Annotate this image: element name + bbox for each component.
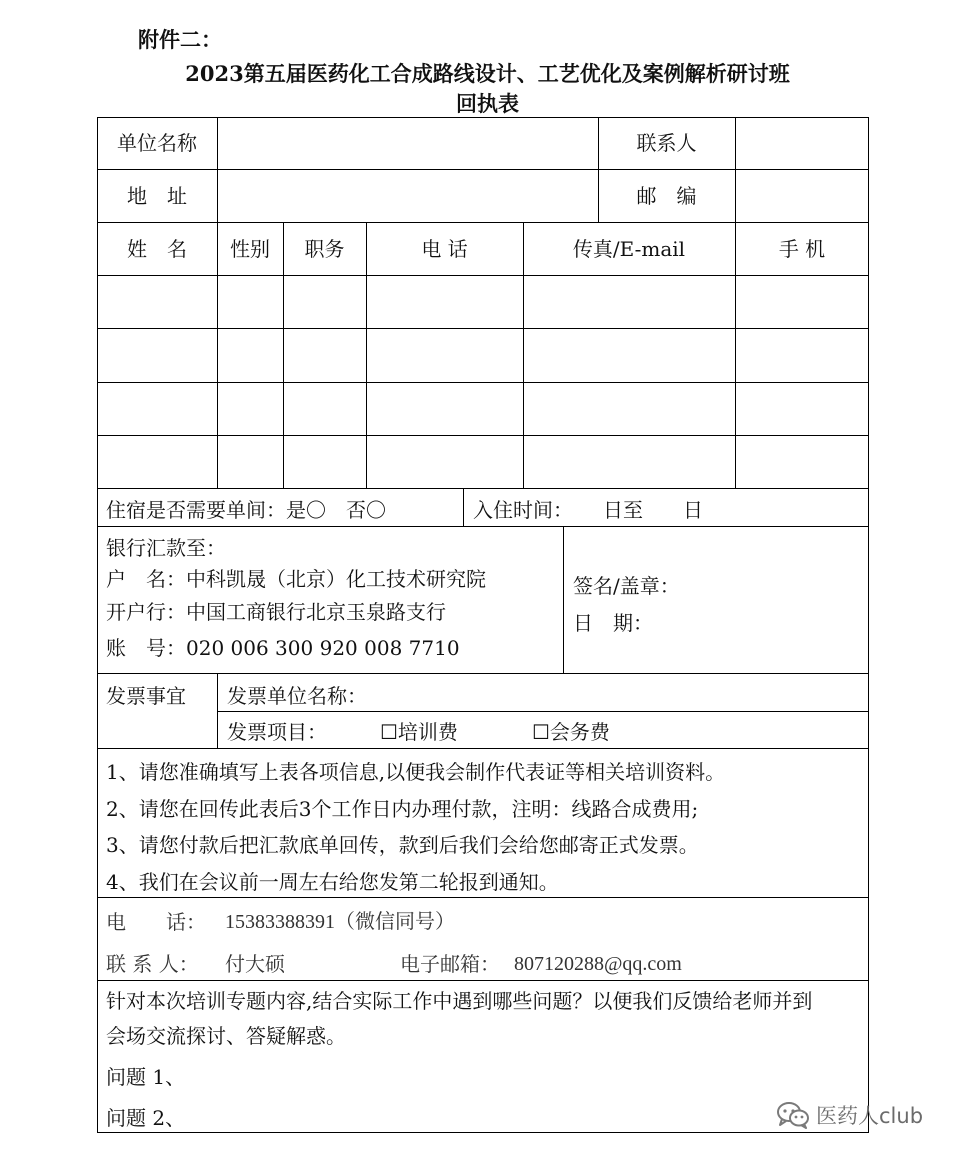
questions-prompt: 针对本次培训专题内容,结合实际工作中遇到哪些问题？以便我们反馈给老师并到 <box>106 989 813 1013</box>
grid-line <box>97 897 869 898</box>
grid-line <box>97 169 869 170</box>
grid-line <box>283 222 284 488</box>
form-title: 2023第五届医药化工合成路线设计、工艺优化及案例解析研讨班 <box>185 61 790 86</box>
grid-line <box>97 435 869 436</box>
account-name: 户 名：中科凯晟（北京）化工技术研究院 <box>106 567 486 591</box>
contact-person-label: 联 系 人： <box>106 952 199 976</box>
grid-line <box>217 117 218 488</box>
contact-person-value: 付大硕 <box>225 952 285 976</box>
grid-line <box>563 526 564 673</box>
column-header-name: 姓 名 <box>127 237 187 261</box>
email-label: 电子邮箱： <box>400 952 500 976</box>
watermark <box>776 1100 923 1130</box>
invoice-company-label: 发票单位名称： <box>227 684 367 708</box>
invoice-option-conference[interactable]: ☐会务费 <box>532 720 610 744</box>
grid-line <box>523 222 524 488</box>
org-name-label: 单位名称 <box>117 131 197 155</box>
question-1-label: 问题 1、 <box>106 1065 186 1089</box>
phone-label: 电 话： <box>106 910 206 934</box>
grid-line <box>97 382 869 383</box>
note-item: 1、请您准确填写上表各项信息,以便我会制作代表证等相关培训资料。 <box>106 760 726 784</box>
column-header-fax-email: 传真/E-mail <box>572 237 686 261</box>
signature-label: 签名/盖章： <box>573 574 680 598</box>
column-header-gender: 性别 <box>230 237 270 261</box>
note-item: 3、请您付款后把汇款底单回传，款到后我们会给您邮寄正式发票。 <box>106 833 699 857</box>
questions-prompt-cont: 会场交流探讨、答疑解惑。 <box>106 1024 346 1048</box>
column-header-mobile: 手 机 <box>778 237 826 261</box>
grid-line <box>97 328 869 329</box>
address-label: 地 址 <box>127 184 187 208</box>
question-2-label: 问题 2、 <box>106 1106 186 1130</box>
account-number: 账 号：020 006 300 920 008 7710 <box>106 636 460 660</box>
column-header-position: 职务 <box>304 237 345 261</box>
grid-line <box>97 748 869 749</box>
bank-name: 开户行：中国工商银行北京玉泉路支行 <box>106 600 446 624</box>
invoice-option-training[interactable]: ☐培训费 <box>380 720 458 744</box>
grid-line <box>217 711 869 712</box>
lodging-question: 住宿是否需要单间：是〇 否〇 <box>106 498 386 522</box>
grid-line <box>463 488 464 526</box>
grid-line <box>97 222 869 223</box>
invoice-label: 发票事宜 <box>106 684 186 708</box>
grid-line <box>366 222 367 488</box>
form-subtitle: 回执表 <box>456 91 519 116</box>
phone-value: 15383388391（微信同号） <box>225 911 455 933</box>
contact-person-label: 联系人 <box>636 131 697 155</box>
note-item: 2、请您在回传此表后3个工作日内办理付款，注明：线路合成费用; <box>106 797 699 821</box>
grid-line <box>97 526 869 527</box>
invoice-item-label: 发票项目： <box>227 720 327 744</box>
wechat-icon <box>776 1101 810 1129</box>
watermark-text: 医药人club <box>816 1104 924 1128</box>
date-label: 日 期： <box>573 611 653 635</box>
grid-line <box>97 275 869 276</box>
grid-line <box>97 980 869 981</box>
note-item: 4、我们在会议前一周左右给您发第二轮报到通知。 <box>106 870 559 894</box>
grid-line <box>97 488 869 489</box>
attachment-label: 附件二： <box>138 27 222 52</box>
grid-line <box>217 673 218 748</box>
grid-line <box>735 117 736 488</box>
checkin-time: 入住时间： 日至 日 <box>473 498 703 522</box>
column-header-phone: 电 话 <box>421 237 468 261</box>
postcode-label: 邮 编 <box>636 184 697 208</box>
grid-line <box>97 673 869 674</box>
bank-heading: 银行汇款至： <box>106 536 226 560</box>
email-value: 807120288@qq.com <box>514 953 682 975</box>
